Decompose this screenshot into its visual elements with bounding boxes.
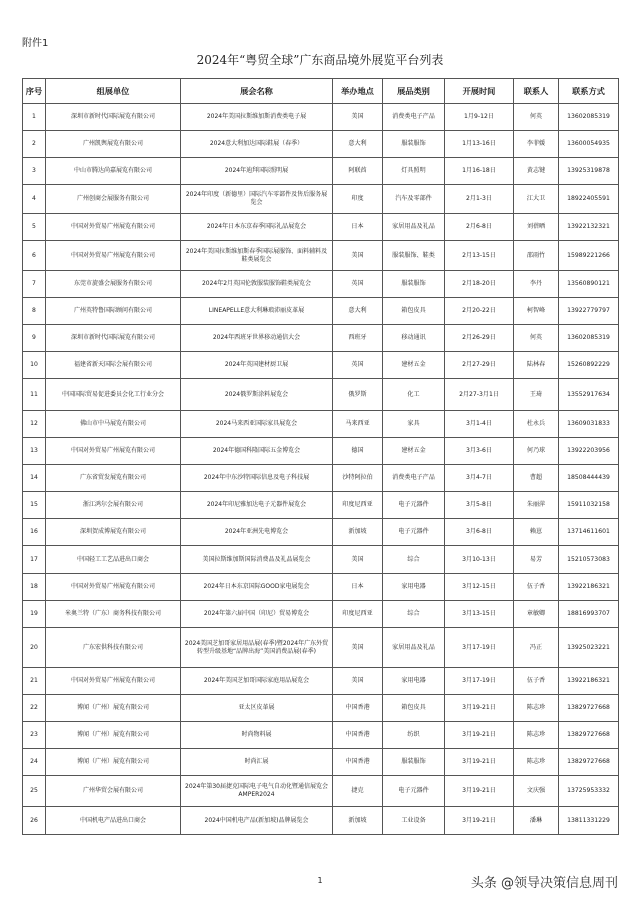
cell-location: 英国 — [333, 271, 383, 298]
cell-seq: 12 — [23, 411, 46, 438]
cell-organizer: 深圳贺成博展览有限公司 — [46, 519, 181, 546]
table-row — [23, 411, 619, 438]
table-row — [23, 438, 619, 465]
cell-organizer: 福建省新天国际会展有限公司 — [46, 352, 181, 379]
cell-location: 美国 — [333, 104, 383, 131]
cell-exhibition: LINEAPELLE意大利琳琅沛丽皮革展 — [181, 298, 333, 325]
cell-category: 综合 — [383, 546, 445, 574]
cell-seq: 9 — [23, 325, 46, 352]
cell-category: 服装服饰、鞋类 — [383, 241, 445, 271]
cell-organizer: 中国轻工工艺品进出口商会 — [46, 546, 181, 574]
cell-date: 1月9-12日 — [445, 104, 514, 131]
cell-exhibition: 时尚物料展 — [181, 722, 333, 749]
cell-location: 日本 — [333, 214, 383, 241]
cell-seq: 10 — [23, 352, 46, 379]
table-row — [23, 695, 619, 722]
cell-contact: 伍子香 — [514, 574, 559, 601]
cell-location: 西班牙 — [333, 325, 383, 352]
table-row — [23, 352, 619, 379]
cell-phone: 13609031833 — [559, 411, 619, 438]
cell-location: 美国 — [333, 546, 383, 574]
cell-location: 美国 — [333, 628, 383, 668]
cell-phone: 13714611601 — [559, 519, 619, 546]
cell-seq: 21 — [23, 668, 46, 695]
cell-organizer: 东莞市旋盛会展服务有限公司 — [46, 271, 181, 298]
cell-date: 3月13-15日 — [445, 601, 514, 628]
header-date: 开展时间 — [445, 79, 514, 104]
cell-location: 中国香港 — [333, 695, 383, 722]
cell-exhibition: 2024年美国拉斯维加斯消费类电子展 — [181, 104, 333, 131]
header-seq: 序号 — [23, 79, 46, 104]
cell-seq: 6 — [23, 241, 46, 271]
cell-seq: 16 — [23, 519, 46, 546]
cell-date: 2月18-20日 — [445, 271, 514, 298]
cell-exhibition: 2024年美国拉斯维加斯春季国际展服饰、面料辅料及鞋类展览会 — [181, 241, 333, 271]
cell-organizer: 中国国际贸易促进委员会化工行业分会 — [46, 379, 181, 411]
header-phone: 联系方式 — [559, 79, 619, 104]
table-row — [23, 776, 619, 807]
table-row — [23, 214, 619, 241]
cell-contact: 曹超 — [514, 465, 559, 492]
table-row — [23, 668, 619, 695]
cell-organizer: 佛山市中马展览有限公司 — [46, 411, 181, 438]
cell-category: 家居用品及礼品 — [383, 628, 445, 668]
cell-location: 捷克 — [333, 776, 383, 807]
cell-seq: 4 — [23, 185, 46, 214]
cell-date: 3月12-15日 — [445, 574, 514, 601]
table-row — [23, 601, 619, 628]
cell-phone: 13602085319 — [559, 104, 619, 131]
cell-contact: 黄志键 — [514, 158, 559, 185]
cell-category: 移动通讯 — [383, 325, 445, 352]
cell-exhibition: 亚太区皮革展 — [181, 695, 333, 722]
table-row — [23, 628, 619, 668]
cell-category: 化工 — [383, 379, 445, 411]
cell-phone: 13925023221 — [559, 628, 619, 668]
cell-seq: 20 — [23, 628, 46, 668]
cell-organizer: 浙江鸿尔会展有限公司 — [46, 492, 181, 519]
table-row — [23, 241, 619, 271]
cell-phone: 15911032158 — [559, 492, 619, 519]
cell-contact: 何英 — [514, 104, 559, 131]
cell-seq: 15 — [23, 492, 46, 519]
cell-category: 建材五金 — [383, 438, 445, 465]
cell-seq: 18 — [23, 574, 46, 601]
cell-category: 家具 — [383, 411, 445, 438]
cell-category: 工业设备 — [383, 807, 445, 835]
cell-date: 2月20-22日 — [445, 298, 514, 325]
cell-exhibition: 2024年日本东京春季国际礼品展览会 — [181, 214, 333, 241]
cell-seq: 24 — [23, 749, 46, 776]
cell-location: 沙特阿拉伯 — [333, 465, 383, 492]
cell-exhibition: 2024年第30届捷克国际电子电气自动化暨通信展览会AMPER2024 — [181, 776, 333, 807]
table-row — [23, 325, 619, 352]
cell-location: 美国 — [333, 668, 383, 695]
cell-category: 电子元器件 — [383, 776, 445, 807]
cell-phone: 13922186321 — [559, 574, 619, 601]
watermark: 头条 @领导决策信息周刊 — [470, 876, 618, 891]
table-row — [23, 104, 619, 131]
cell-exhibition: 2024年日本东京国际GOOD家电展览会 — [181, 574, 333, 601]
cell-exhibition: 2024马来西亚国际家具展览会 — [181, 411, 333, 438]
cell-category: 综合 — [383, 601, 445, 628]
table-row — [23, 131, 619, 158]
cell-date: 3月19-21日 — [445, 722, 514, 749]
cell-organizer: 深圳市新时代国际展览有限公司 — [46, 104, 181, 131]
cell-location: 印度尼西亚 — [333, 492, 383, 519]
cell-date: 2月13-15日 — [445, 241, 514, 271]
cell-phone: 18816993707 — [559, 601, 619, 628]
header-location: 举办地点 — [333, 79, 383, 104]
cell-exhibition: 美国拉斯维加斯国际消费品及礼品展览会 — [181, 546, 333, 574]
cell-seq: 7 — [23, 271, 46, 298]
table-row — [23, 158, 619, 185]
cell-category: 灯具照明 — [383, 158, 445, 185]
cell-location: 美国 — [333, 241, 383, 271]
cell-location: 印度尼西亚 — [333, 601, 383, 628]
cell-date: 3月19-21日 — [445, 776, 514, 807]
cell-category: 汽车及零部件 — [383, 185, 445, 214]
cell-contact: 文庆强 — [514, 776, 559, 807]
cell-seq: 25 — [23, 776, 46, 807]
cell-exhibition: 2024年迪拜国际照明展 — [181, 158, 333, 185]
header-organizer: 组展单位 — [46, 79, 181, 104]
cell-exhibition: 2024美国芝加哥家居用品展(春季)暨2024年广东外贸转型升级基地“品牌出海”美国消费品展(春季) — [181, 628, 333, 668]
cell-seq: 11 — [23, 379, 46, 411]
cell-contact: 陈志珍 — [514, 722, 559, 749]
cell-organizer: 博闻（广州）展览有限公司 — [46, 695, 181, 722]
cell-seq: 19 — [23, 601, 46, 628]
cell-category: 纺织 — [383, 722, 445, 749]
header-contact: 联系人 — [514, 79, 559, 104]
cell-organizer: 米奥兰特（广东）商务科技有限公司 — [46, 601, 181, 628]
cell-contact: 陈志珍 — [514, 695, 559, 722]
cell-date: 3月3-6日 — [445, 438, 514, 465]
cell-date: 1月16-18日 — [445, 158, 514, 185]
cell-phone: 13922132321 — [559, 214, 619, 241]
cell-category: 服装服饰 — [383, 271, 445, 298]
cell-organizer: 广州凯舆展览有限公司 — [46, 131, 181, 158]
cell-seq: 13 — [23, 438, 46, 465]
page-number: 1 — [317, 876, 323, 885]
cell-phone: 13922779797 — [559, 298, 619, 325]
cell-date: 2月26-29日 — [445, 325, 514, 352]
cell-location: 日本 — [333, 574, 383, 601]
cell-organizer: 广州英特鲁国际顾问有限公司 — [46, 298, 181, 325]
cell-phone: 13725953332 — [559, 776, 619, 807]
cell-contact: 赖崽 — [514, 519, 559, 546]
cell-contact: 陈志珍 — [514, 749, 559, 776]
cell-organizer: 博闻（广州）展览有限公司 — [46, 749, 181, 776]
cell-contact: 章敏卿 — [514, 601, 559, 628]
cell-phone: 13922186321 — [559, 668, 619, 695]
cell-category: 电子元器件 — [383, 492, 445, 519]
cell-exhibition: 2024中国机电产品(新加坡)品牌展览会 — [181, 807, 333, 835]
cell-contact: 易芳 — [514, 546, 559, 574]
cell-location: 阿联酋 — [333, 158, 383, 185]
cell-seq: 8 — [23, 298, 46, 325]
cell-contact: 伍子香 — [514, 668, 559, 695]
cell-category: 消费类电子产品 — [383, 465, 445, 492]
cell-contact: 李丹 — [514, 271, 559, 298]
cell-exhibition: 2024年中东沙特国际信息及电子科技展 — [181, 465, 333, 492]
cell-location: 俄罗斯 — [333, 379, 383, 411]
cell-exhibition: 2024年印尼雅加达电子元器件展览会 — [181, 492, 333, 519]
table-row — [23, 271, 619, 298]
table-row — [23, 185, 619, 214]
cell-phone: 13829727668 — [559, 695, 619, 722]
table-row — [23, 749, 619, 776]
cell-phone: 18508444439 — [559, 465, 619, 492]
cell-phone: 15210573083 — [559, 546, 619, 574]
cell-exhibition: 2024年亚洲先电博览会 — [181, 519, 333, 546]
cell-date: 2月27-3月1日 — [445, 379, 514, 411]
cell-organizer: 中国对外贸易广州展览有限公司 — [46, 574, 181, 601]
cell-seq: 1 — [23, 104, 46, 131]
cell-date: 3月5-8日 — [445, 492, 514, 519]
cell-phone: 13925319878 — [559, 158, 619, 185]
table-row — [23, 574, 619, 601]
cell-contact: 李菲媛 — [514, 131, 559, 158]
cell-phone: 13811331229 — [559, 807, 619, 835]
cell-location: 意大利 — [333, 298, 383, 325]
header-exhibition: 展会名称 — [181, 79, 333, 104]
cell-date: 2月1-3日 — [445, 185, 514, 214]
cell-organizer: 中山市腾达尚嘉展览有限公司 — [46, 158, 181, 185]
table-row — [23, 465, 619, 492]
cell-category: 建材五金 — [383, 352, 445, 379]
cell-phone: 13922203956 — [559, 438, 619, 465]
cell-phone: 13829727668 — [559, 749, 619, 776]
attachment-label: 附件1 — [22, 38, 49, 49]
cell-date: 3月19-21日 — [445, 749, 514, 776]
cell-date: 3月1-4日 — [445, 411, 514, 438]
table-row — [23, 298, 619, 325]
cell-phone: 13600054935 — [559, 131, 619, 158]
cell-contact: 杜永兵 — [514, 411, 559, 438]
cell-organizer: 博闻（广州）展览有限公司 — [46, 722, 181, 749]
cell-exhibition: 2024年英国建材厨卫展 — [181, 352, 333, 379]
cell-contact: 刘蓓晒 — [514, 214, 559, 241]
cell-location: 德国 — [333, 438, 383, 465]
cell-contact: 陆林春 — [514, 352, 559, 379]
cell-contact: 何乃球 — [514, 438, 559, 465]
cell-contact: 柯智峰 — [514, 298, 559, 325]
cell-seq: 22 — [23, 695, 46, 722]
cell-exhibition: 2024年第六届中国（印尼）贸易博览会 — [181, 601, 333, 628]
cell-exhibition: 2024年德国科隆国际五金博览会 — [181, 438, 333, 465]
cell-location: 意大利 — [333, 131, 383, 158]
cell-exhibition: 2024俄罗斯涂料展览会 — [181, 379, 333, 411]
cell-phone: 13560890121 — [559, 271, 619, 298]
cell-category: 家用电器 — [383, 574, 445, 601]
cell-phone: 15989221266 — [559, 241, 619, 271]
cell-location: 中国香港 — [333, 722, 383, 749]
cell-exhibition: 时尚汇展 — [181, 749, 333, 776]
cell-location: 马来西亚 — [333, 411, 383, 438]
cell-contact: 朱丽萍 — [514, 492, 559, 519]
table-row — [23, 722, 619, 749]
cell-organizer: 中国对外贸易广州展览有限公司 — [46, 668, 181, 695]
cell-phone: 15260892229 — [559, 352, 619, 379]
table-row — [23, 807, 619, 835]
table-row — [23, 546, 619, 574]
table-row — [23, 379, 619, 411]
cell-seq: 26 — [23, 807, 46, 835]
cell-date: 3月19-21日 — [445, 695, 514, 722]
cell-category: 箱包皮具 — [383, 298, 445, 325]
cell-seq: 17 — [23, 546, 46, 574]
cell-category: 箱包皮具 — [383, 695, 445, 722]
cell-date: 2月27-29日 — [445, 352, 514, 379]
page-title: 2024年“粤贸全球”广东商品境外展览平台列表 — [196, 53, 444, 67]
cell-location: 新加坡 — [333, 807, 383, 835]
cell-organizer: 深圳市新时代国际展览有限公司 — [46, 325, 181, 352]
cell-seq: 2 — [23, 131, 46, 158]
cell-contact: 江大卫 — [514, 185, 559, 214]
cell-seq: 5 — [23, 214, 46, 241]
cell-contact: 潘琳 — [514, 807, 559, 835]
cell-organizer: 广州创商会展服务有限公司 — [46, 185, 181, 214]
cell-category: 电子元器件 — [383, 519, 445, 546]
cell-seq: 23 — [23, 722, 46, 749]
cell-contact: 何英 — [514, 325, 559, 352]
cell-category: 消费类电子产品 — [383, 104, 445, 131]
cell-seq: 14 — [23, 465, 46, 492]
cell-contact: 王琦 — [514, 379, 559, 411]
cell-exhibition: 2024年西班牙世界移动通信大会 — [181, 325, 333, 352]
cell-location: 中国香港 — [333, 749, 383, 776]
cell-phone: 13602085319 — [559, 325, 619, 352]
cell-phone: 13829727668 — [559, 722, 619, 749]
table-row — [23, 519, 619, 546]
cell-organizer: 中国对外贸易广州展览有限公司 — [46, 214, 181, 241]
cell-location: 印度 — [333, 185, 383, 214]
cell-date: 3月17-19日 — [445, 628, 514, 668]
cell-phone: 13552917634 — [559, 379, 619, 411]
header-category: 展品类别 — [383, 79, 445, 104]
cell-organizer: 广州华贸会展有限公司 — [46, 776, 181, 807]
cell-category: 服装服饰 — [383, 749, 445, 776]
cell-exhibition: 2024意大利加达国际鞋展（春季） — [181, 131, 333, 158]
cell-exhibition: 2024年印度（新德里）国际汽车零部件及售后服务展览会 — [181, 185, 333, 214]
cell-exhibition: 2024年美国芝加哥国际家庭用品展览会 — [181, 668, 333, 695]
cell-category: 服装服饰 — [383, 131, 445, 158]
table-header-row — [23, 79, 619, 104]
cell-date: 1月13-16日 — [445, 131, 514, 158]
cell-organizer: 中国对外贸易广州展览有限公司 — [46, 438, 181, 465]
cell-date: 3月10-13日 — [445, 546, 514, 574]
cell-date: 3月17-19日 — [445, 668, 514, 695]
cell-contact: 冯正 — [514, 628, 559, 668]
cell-exhibition: 2024年2月英国伦敦服装服饰鞋类展览会 — [181, 271, 333, 298]
cell-date: 3月19-21日 — [445, 807, 514, 835]
exhibition-table — [22, 78, 619, 835]
cell-organizer: 广东省贸发展览有限公司 — [46, 465, 181, 492]
cell-organizer: 中国对外贸易广州展览有限公司 — [46, 241, 181, 271]
cell-phone: 18922405591 — [559, 185, 619, 214]
cell-location: 英国 — [333, 352, 383, 379]
cell-category: 家用电器 — [383, 668, 445, 695]
cell-category: 家居用品及礼品 — [383, 214, 445, 241]
cell-contact: 邵雨竹 — [514, 241, 559, 271]
cell-seq: 3 — [23, 158, 46, 185]
cell-date: 3月4-7日 — [445, 465, 514, 492]
cell-location: 新加坡 — [333, 519, 383, 546]
cell-organizer: 中国机电产品进出口商会 — [46, 807, 181, 835]
cell-date: 2月6-8日 — [445, 214, 514, 241]
cell-date: 3月6-8日 — [445, 519, 514, 546]
table-row — [23, 492, 619, 519]
cell-organizer: 广东宏供科技有限公司 — [46, 628, 181, 668]
